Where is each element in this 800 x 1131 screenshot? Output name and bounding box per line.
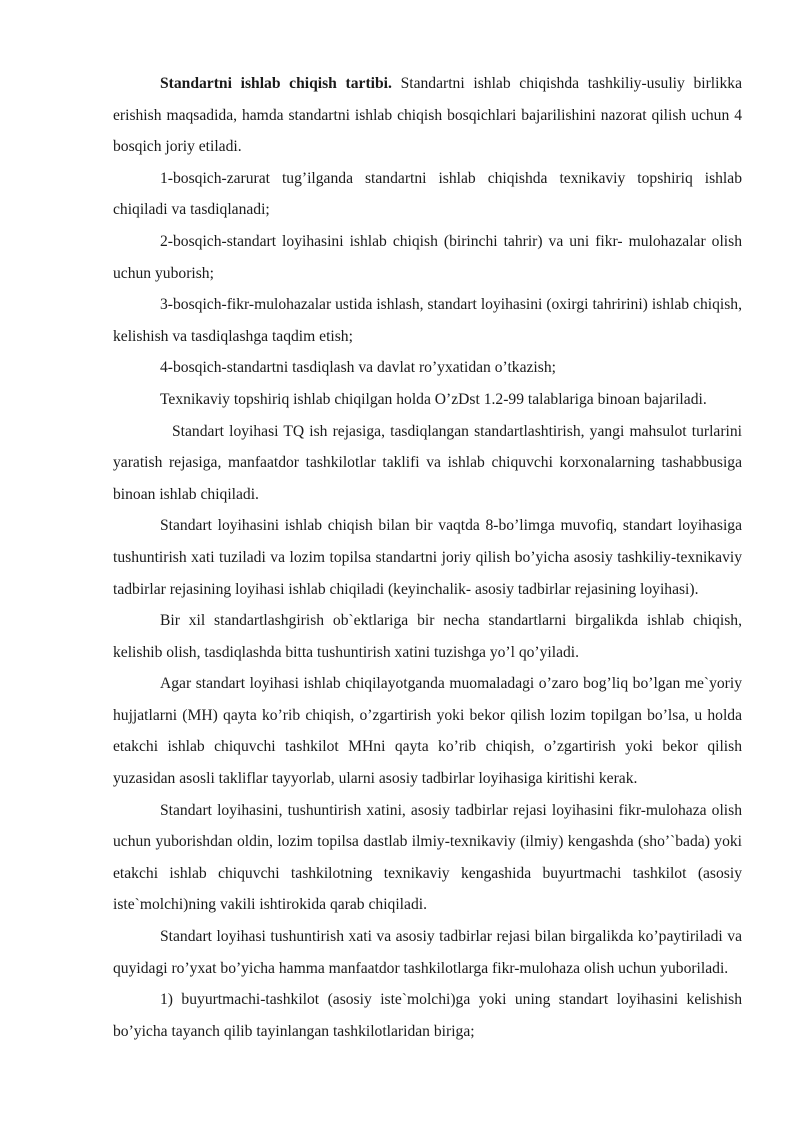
- paragraph: Texnikaviy topshiriq ishlab chiqilgan holda O’zDst 1.2-99 talablariga binoan bajariladi.: [160, 390, 707, 408]
- intro-text: Standartni ishlab chiqishda tashkiliy-usuliy birlikka erishish maqsadida, hamda standartni ishlab chiqish bosqichlari bajarilishini nazorat qilish uchun 4 bosqich joriy etiladi.: [113, 75, 742, 156]
- paragraph: Bir xil standartlashgirish ob`ektlariga bir necha standartlarni birgalikda ishlab chiqish, kelishib olish, tasdiqlashda bitta tushuntirish xatini tuzishga yo’l qo’yiladi.: [113, 612, 742, 661]
- paragraph-stage-4: 4-bosqich-standartni tasdiqlash va davlat ro’yxatidan o’tkazish;: [160, 359, 556, 377]
- paragraph-intro: [113, 68, 742, 163]
- document-page: [113, 68, 742, 1047]
- section-heading: Standartni ishlab chiqish tartibi.: [160, 75, 392, 92]
- paragraph: Agar standart loyihasi ishlab chiqilayotganda muomaladagi o’zaro bog’liq bo’lgan me`yoriy hujjatlarni (MH) qayta ko’rib chiqish, o’zgartirish yoki bekor qilish lozim topilgan bo’lsa, u holda etakchi ishlab chiquvchi tashkilot MHni qayta ko’rib chiqish, o’zgartirish yoki bekor qilish yuzasidan asosli takliflar tayyorlab, ularni asosiy tadbirlar loyihasiga kiritishi kerak.: [113, 675, 742, 788]
- list-item: 1) buyurtmachi-tashkilot (asosiy iste`molchi)ga yoki uning standart loyihasini kelishish bo’yicha tayanch qilib tayinlangan tashkilotlaridan biriga;: [113, 991, 742, 1040]
- paragraph: Standart loyihasini, tushuntirish xatini, asosiy tadbirlar rejasi loyihasini fikr-mulohaza olish uchun yuborishdan oldin, lozim topilsa dastlab ilmiy-texnikaviy (ilmiy) kengashda (sho’`bada) yoki etakchi ishlab chiquvchi tashkilotning texnikaviy kengashida buyurtmachi tashkilot (asosiy iste`molchi)ning vakili ishtirokida qarab chiqiladi.: [113, 801, 742, 914]
- paragraph-stage-3: 3-bosqich-fikr-mulohazalar ustida ishlash, standart loyihasini (oxirgi tahririni) ishlab chiqish, kelishish va tasdiqlashga taqdim etish;: [113, 296, 742, 345]
- paragraph: Standart loyihasini ishlab chiqish bilan bir vaqtda 8-bo’limga muvofiq, standart loyihasiga tushuntirish xati tuziladi va lozim topilsa standartni joriy qilish bo’yicha asosiy tashkiliy-texnikaviy tadbirlar rejasining loyihasi ishlab chiqiladi (keyinchalik- asosiy tadbirlar rejasining loyihasi).: [113, 517, 742, 598]
- paragraph: Standart loyihasi tushuntirish xati va asosiy tadbirlar rejasi bilan birgalikda ko’paytiriladi va quyidagi ro’yxat bo’yicha hamma manfaatdor tashkilotlarga fikr-mulohaza olish uchun yuboriladi.: [113, 928, 742, 977]
- paragraph: Standart loyihasi TQ ish rejasiga, tasdiqlangan standartlashtirish, yangi mahsulot turlarini yaratish rejasiga, manfaatdor tashkilotlar taklifi va ishlab chiquvchi korxonalarning tashabbusiga binoan ishlab chiqiladi.: [113, 422, 742, 503]
- paragraph-stage-2: 2-bosqich-standart loyihasini ishlab chiqish (birinchi tahrir) va uni fikr- mulohazalar olish uchun yuborish;: [113, 232, 742, 282]
- paragraph-stage-1: 1-bosqich-zarurat tug’ilganda standartni ishlab chiqishda texnikaviy topshiriq ishlab chiqiladi va tasdiqlanadi;: [113, 169, 742, 219]
